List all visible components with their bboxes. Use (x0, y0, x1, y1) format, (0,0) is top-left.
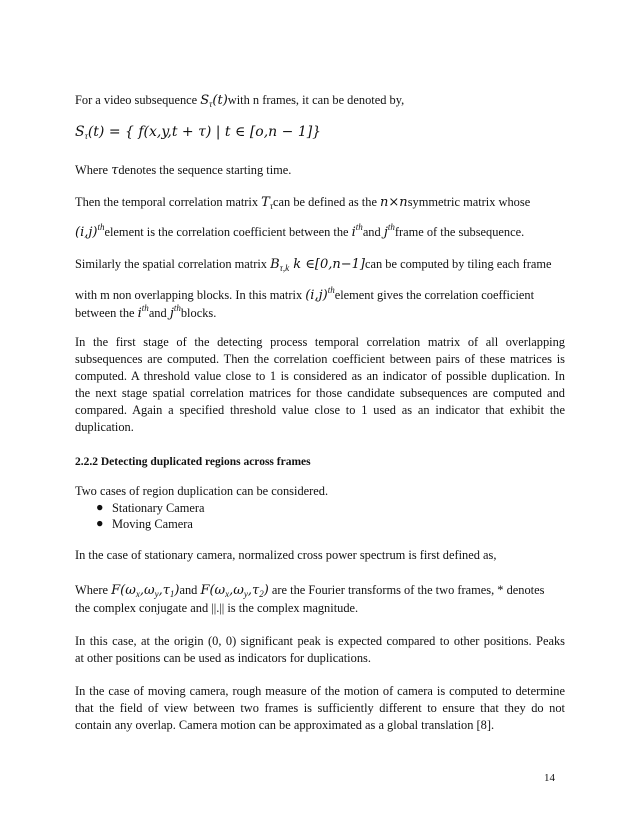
math-symbol: k ∈[0,n−1] (289, 257, 365, 272)
math-subscript: y (154, 589, 159, 599)
text: are the Fourier transforms of the two frames, * denotes (268, 583, 545, 597)
line-where-tau (75, 162, 565, 179)
paragraph-line: In the case of moving camera, rough measure of the motion of camera is computed to determine (75, 684, 565, 698)
text: symmetric matrix whose (407, 195, 531, 209)
line-spatial-matrix (75, 256, 565, 276)
text: element gives the correlation coefficient (334, 288, 535, 302)
math-subscript: 2 (259, 589, 264, 599)
text: can be computed by tiling each frame (365, 257, 552, 271)
math-symbol: T (261, 195, 270, 210)
math-subscript: x (225, 589, 230, 599)
text: can be defined as the (273, 195, 381, 209)
text: element is the correlation coefficient between the (104, 225, 352, 239)
math-subscript: y (243, 589, 248, 599)
math-symbol: (i,j) (75, 225, 98, 240)
cases-intro: Two cases of region duplication can be considered. (75, 484, 329, 498)
paragraph-line: subsequences are computed. Then the correlation coefficient between pairs of these matrices is (75, 352, 565, 366)
paragraph-line: the next stage spatial correlation matrices for those candidate subsequences are computed and (75, 386, 565, 400)
math-subscript: τ,k (279, 263, 290, 273)
stationary-intro: In the case of stationary camera, normalized cross power spectrum is first defined as, (75, 548, 497, 562)
math-symbol: S (200, 93, 210, 108)
bullet-icon: ● (96, 516, 104, 530)
paragraph-line: the complex conjugate and ||.|| is the complex magnitude. (75, 601, 359, 615)
math-symbol: n×n (380, 195, 408, 210)
paragraph-line: In the first stage of the detecting process temporal correlation matrix of all overlapping (75, 335, 565, 349)
text: frame of the subsequence. (394, 225, 525, 239)
equation-subsequence (75, 124, 565, 144)
text: and (179, 583, 201, 597)
text: Then the temporal correlation matrix (75, 195, 262, 209)
math-symbol: S (75, 124, 85, 140)
line-fourier (75, 582, 565, 602)
paragraph-line: contain any overlap. Camera motion can be approximated as a global translation [8]. (75, 718, 495, 732)
math-symbol: i (137, 306, 142, 321)
paragraph-line: that the field of view between two frames is sufficiently different to ensure that they do not (75, 701, 565, 715)
text: blocks. (180, 306, 217, 320)
text: with n frames, it can be denoted by, (227, 93, 405, 107)
text: denotes the sequence starting time. (118, 163, 292, 177)
math-symbol: B (270, 257, 280, 272)
math-symbol: i (351, 225, 356, 240)
math-superscript: th (97, 222, 105, 232)
math-subscript: x (135, 589, 140, 599)
math-superscript: th (173, 303, 181, 313)
math-symbol: ,ω (139, 583, 155, 598)
math-symbol: ,ω (229, 583, 244, 598)
math-subscript: τ (84, 131, 88, 141)
math-symbol: ) (263, 583, 269, 598)
math-symbol: (t) (212, 93, 228, 108)
math-superscript: th (327, 285, 335, 295)
math-expression: (t) = { f(x,y,t + τ) | t ∈ [o,n − 1]} (87, 124, 322, 140)
math-superscript: th (355, 222, 363, 232)
text: Where (75, 583, 112, 597)
paragraph-line: compared. Again a specified threshold value close to 1 used as an indicator that exhibit the (75, 403, 565, 417)
line-subsequence (75, 92, 565, 112)
paragraph-line: duplication. (75, 420, 134, 434)
math-symbol: ,τ (158, 583, 170, 598)
math-symbol: j (383, 225, 388, 240)
paragraph-line: In this case, at the origin (0, 0) significant peak is expected compared to other positions. Peaks (75, 634, 565, 648)
page-number: 14 (544, 772, 555, 784)
text: Where (75, 163, 112, 177)
math-symbol: j (169, 306, 174, 321)
text: between the (75, 306, 138, 320)
math-superscript: th (387, 222, 395, 232)
math-symbol: τ (111, 163, 119, 178)
math-subscript: τ (209, 99, 213, 109)
list-item: Stationary Camera (112, 501, 205, 515)
math-subscript: 1 (169, 589, 175, 599)
math-superscript: th (141, 303, 149, 313)
paragraph-line: computed. A threshold value close to 1 is considered as an indicator of possible duplication. In (75, 369, 565, 383)
text: with m non overlapping blocks. In this matrix (75, 288, 306, 302)
text: Similarly the spatial correlation matrix (75, 257, 271, 271)
text: For a video subsequence (75, 93, 198, 107)
line-element-correlation (75, 219, 565, 241)
paragraph-line: at other positions can be used as indicators for duplications. (75, 651, 371, 665)
math-symbol: F(ω (111, 583, 136, 598)
math-symbol: ) (174, 583, 180, 598)
math-symbol: (i,j) (305, 288, 328, 303)
math-symbol: F(ω (200, 583, 226, 598)
math-subscript: τ (269, 201, 274, 211)
math-symbol: ,τ (247, 583, 260, 598)
line-blocks (75, 300, 565, 322)
text: and (362, 225, 384, 239)
bullet-icon: ● (96, 500, 104, 514)
line-temporal-matrix (75, 194, 565, 214)
list-item: Moving Camera (112, 517, 193, 531)
section-heading: 2.2.2 Detecting duplicated regions across frames (75, 456, 311, 468)
text: and (148, 306, 170, 320)
